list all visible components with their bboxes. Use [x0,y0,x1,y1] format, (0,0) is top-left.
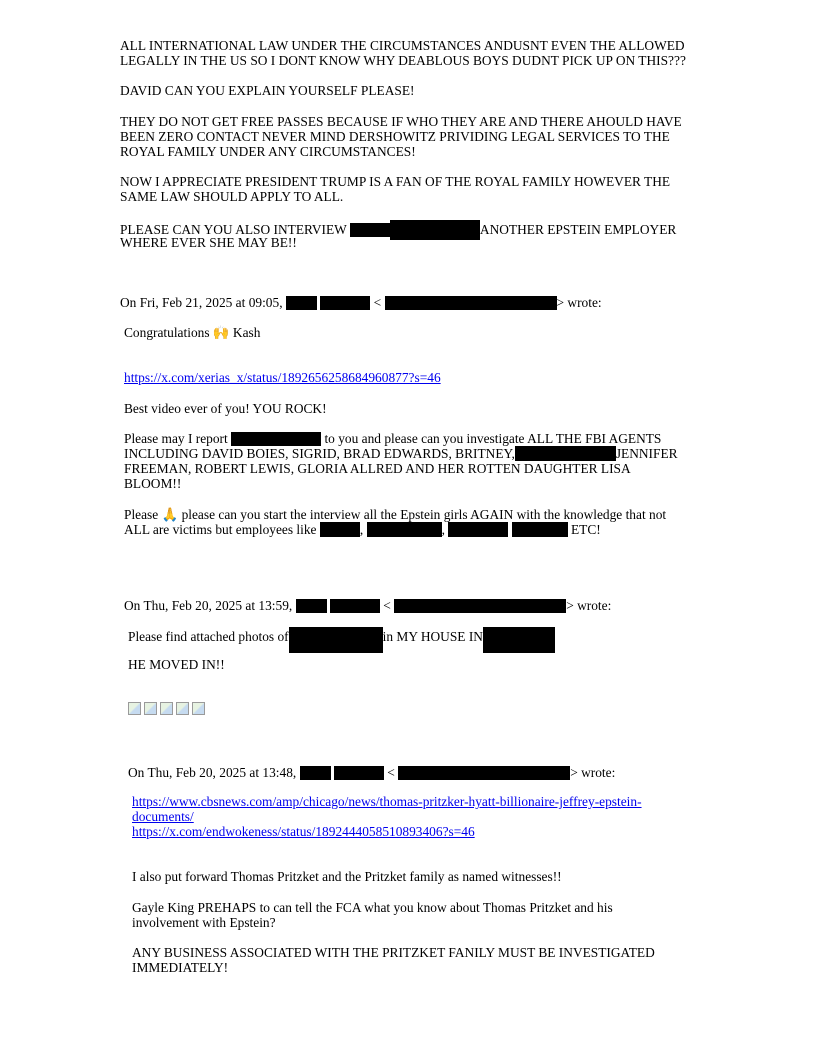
witness-line: I also put forward Thomas Pritzket and the Pritzket family as named witnesses!! [132,869,562,884]
redaction-block [367,522,442,537]
quote-header-feb21: On Fri, Feb 21, 2025 at 09:05, < > wrote: [120,295,602,310]
redaction-block [296,599,327,613]
redaction-block [385,296,557,310]
redaction-block [512,522,568,537]
moved-in-line: HE MOVED IN!! [128,657,225,672]
report-line-3: FREEMAN, ROBERT LEWIS, GLORIA ALLRED AND HER ROTTEN DAUGHTER LISA BLOOM!! [124,461,631,491]
please-line-1: Please 🙏 please can you start the interview all the Epstein girls AGAIN with the knowledge that not [124,507,667,522]
redaction-block [483,627,555,653]
redaction-block [300,766,331,780]
link-wrapper [132,824,475,839]
broken-image-icon[interactable] [176,702,189,715]
broken-image-icon[interactable] [160,702,173,715]
paragraph-interview-request-cont: WHERE EVER SHE MAY BE!! [120,235,297,250]
redaction-block [390,220,480,240]
broken-image-icon[interactable] [144,702,157,715]
redaction-block [350,223,390,237]
redaction-block [448,522,508,537]
business-paragraph: ANY BUSINESS ASSOCIATED WITH THE PRITZKET FANILY MUST BE INVESTIGATED IMMEDIATELY! [132,945,655,975]
quote-header-feb20-1348: On Thu, Feb 20, 2025 at 13:48, < > wrote: [128,765,616,780]
congratulations-line: Congratulations 🙌 Kash [124,325,261,340]
quote-header-feb20-1359: On Thu, Feb 20, 2025 at 13:59, < > wrote: [124,598,612,613]
paragraph-david-explain: DAVID CAN YOU EXPLAIN YOURSELF PLEASE! [120,83,415,98]
redaction-block [394,599,566,613]
redaction-block [286,296,317,310]
redaction-block [289,627,383,653]
redaction-block [398,766,570,780]
report-line-2: INCLUDING DAVID BOIES, SIGRID, BRAD EDWARDS, BRITNEY, JENNIFER [124,446,678,461]
redaction-block [515,446,616,461]
redaction-block [231,432,321,446]
x-status-link[interactable]: https://x.com/xerias_x/status/1892656258684960877?s=46 [124,370,441,385]
x-endwokeness-link[interactable]: https://x.com/endwokeness/status/1892444058510893406?s=46 [132,824,475,839]
gayle-king-paragraph: Gayle King PREHAPS to can tell the FCA what you know about Thomas Pritzket and his involvement with Epstein? [132,900,613,930]
paragraph-international-law: ALL INTERNATIONAL LAW UNDER THE CIRCUMSTANCES ANDUSNT EVEN THE ALLOWED LEGALLY IN THE US SO I DONT KNOW WHY DEABLOUS BOYS DUDNT PICK UP ON THIS??? [120,38,686,68]
redaction-block [330,599,380,613]
attached-photos [128,702,205,715]
paragraph-free-passes: THEY DO NOT GET FREE PASSES BECAUSE IF WHO THEY ARE AND THERE AHOULD HAVE BEEN ZERO CONTACT NEVER MIND DERSHOWITZ PRIVIDING LEGAL SERVICES TO THE ROYAL FAMILY UNDER ANY CIRCUMSTANCES! [120,114,682,159]
cbsnews-link[interactable]: https://www.cbsnews.com/amp/chicago/news/thomas-pritzker-hyatt-billionaire-jeffrey-epstein- documents/ [132,794,642,824]
redaction-block [334,766,384,780]
best-video-line: Best video ever of you! YOU ROCK! [124,401,327,416]
link-wrapper [124,370,441,385]
redaction-block [320,522,360,537]
paragraph-president-trump: NOW I APPRECIATE PRESIDENT TRUMP IS A FAN OF THE ROYAL FAMILY HOWEVER THE SAME LAW SHOULD APPLY TO ALL. [120,174,671,204]
redaction-block [320,296,370,310]
paragraph-interview-request: PLEASE CAN YOU ALSO INTERVIEW ANOTHER EPSTEIN EMPLOYER [120,220,676,240]
link-wrapper [132,794,642,824]
broken-image-icon[interactable] [128,702,141,715]
photos-line: Please find attached photos of in MY HOUSE IN [128,627,555,653]
broken-image-icon[interactable] [192,702,205,715]
please-line-2: ALL are victims but employees like , , ETC! [124,522,601,537]
report-line-1: Please may I report to you and please can you investigate ALL THE FBI AGENTS [124,431,662,446]
